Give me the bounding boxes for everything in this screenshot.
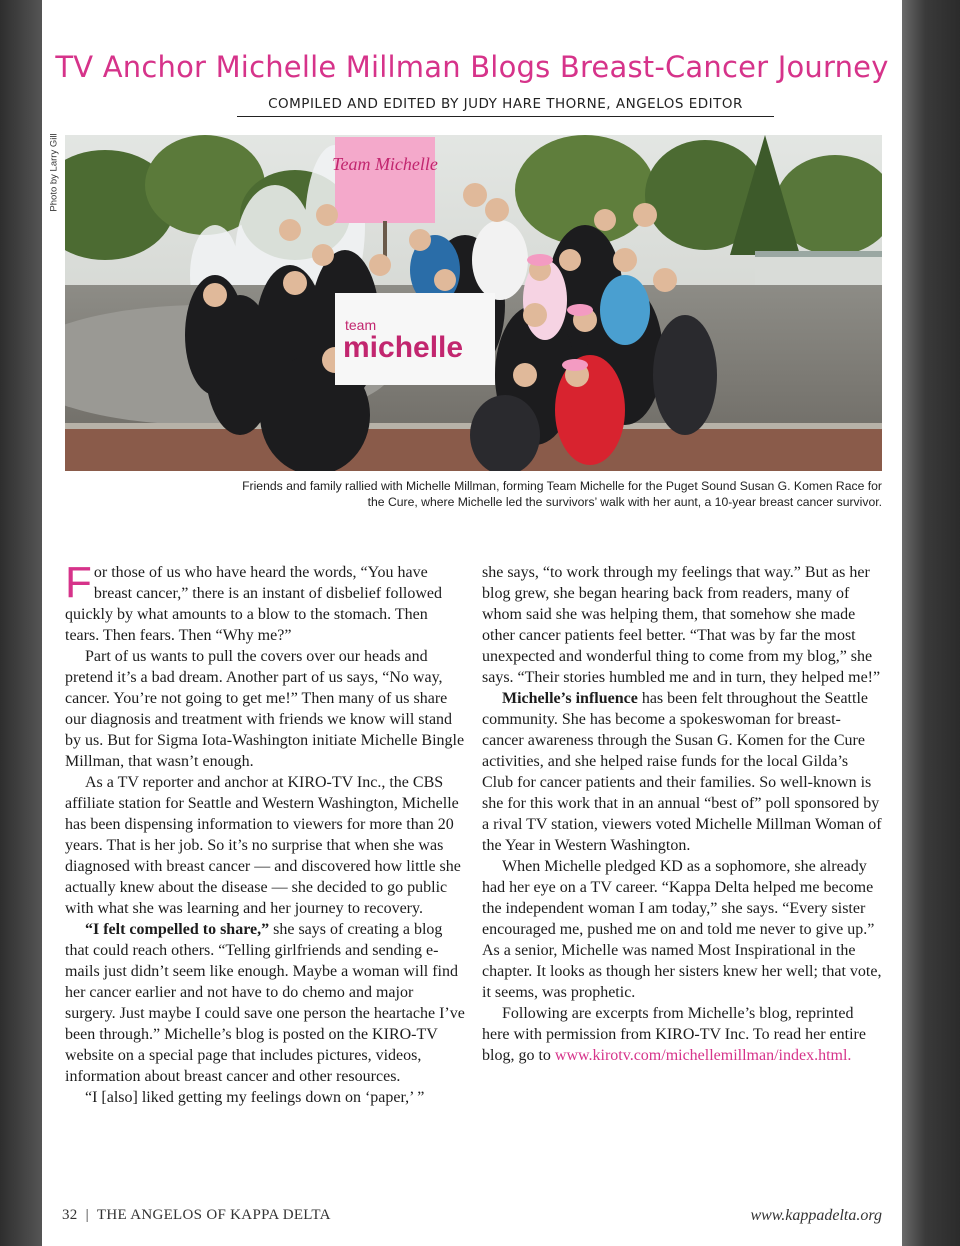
- blog-link[interactable]: www.kirotv.com/michellemillman/index.html.: [554, 1047, 852, 1064]
- body-paragraph: “I felt compelled to share,” she says of creating a blog that could reach others. “Telling girlfriends and sending e-mails just didn’t seem like enough. Maybe a woman will find her cancer earlier and not have to do chemo and major surgery. Just maybe I could save one person the heartache I’ve been through.” Michelle’s blog is posted on the KIRO-TV website on a special page that includes pictures, videos, information about breast cancer and other resources.: [65, 921, 465, 1085]
- article-column-left: [65, 558, 465, 1108]
- drop-cap: F: [65, 558, 92, 607]
- body-paragraph: When Michelle pledged KD as a sophomore, she already had her eye on a TV career. “Kappa Delta helped me become the independent woman I am today,” she says. “Every sister encouraged me, pushed me on and told me never to give up.” As a senior, Michelle was named Most Inspirational in the chapter. It looks as though her sisters knew her well; that vote, it seems, was prophetic.: [482, 858, 882, 1001]
- footer-separator: |: [85, 1207, 89, 1223]
- page-footer-left: [62, 1207, 331, 1224]
- photo-banner-small: team: [345, 317, 377, 333]
- magazine-page: [42, 0, 902, 1246]
- article-byline: COMPILED AND EDITED BY JUDY HARE THORNE, ANGELOS EDITOR: [237, 96, 774, 117]
- website-link[interactable]: www.kappadelta.org: [750, 1207, 882, 1224]
- team-photo: [65, 135, 882, 471]
- body-paragraph: As a TV reporter and anchor at KIRO-TV Inc., the CBS affiliate station for Seattle and Western Washington, Michelle has been dispensing information to viewers for more than 20 years. That is her job. So it’s no surprise that when she was diagnosed with breast cancer — and discovered how little she actually knew about the disease — she decided to go public with what she was learning and her journey to recovery.: [65, 774, 461, 917]
- lead-in-bold: Michelle’s influence: [502, 690, 638, 707]
- article-title: TV Anchor Michelle Millman Blogs Breast-Cancer Journey: [55, 50, 889, 84]
- body-paragraph: Following are excerpts from Michelle’s blog, reprinted here with permission from KIRO-TV Inc. To read her entire blog, go to www.kirotv.com/michellemillman/index.html.: [482, 1005, 866, 1064]
- team-photo-illustration: [65, 135, 882, 471]
- body-paragraph: Michelle’s influence has been felt throughout the Seattle community. She has become a spokeswoman for breast-cancer awareness through the Susan G. Komen for the Cure activities, and she helped raise funds for the local Gilda’s Club for cancer patients and their families. So well-known is she for this work that in an annual “best of” poll sponsored by a rival TV station, viewers voted Michelle Millman Woman of the Year in Western Washington.: [482, 690, 882, 854]
- photo-banner-big: michelle: [343, 331, 464, 364]
- page-number: 32: [62, 1207, 78, 1223]
- body-paragraph: she says, “to work through my feelings that way.” But as her blog grew, she began hearing back from readers, many of whom said she was helping them, that somehow she made other cancer patients feel better. “That was by far the most unexpected and wonderful thing to come from my blog,” she says. “Their stories humbled me and in turn, they helped me!”: [482, 564, 881, 686]
- body-paragraph: “I [also] liked getting my feelings down on ‘paper,’ ”: [85, 1089, 425, 1106]
- publication-name: THE ANGELOS OF KAPPA DELTA: [96, 1207, 331, 1223]
- body-paragraph: Part of us wants to pull the covers over our heads and pretend it’s a bad dream. Another part of us says, “No way, cancer. You’re not going to get me!” Then many of us share our diagnosis and treatment with friends we know will stand by us. But for Sigma Iota-Washington initiate Michelle Bingle Millman, that wasn’t enough.: [65, 648, 465, 770]
- left-page-edge: [0, 0, 42, 1246]
- photo-sign-text: Team Michelle: [332, 154, 438, 174]
- photo-caption: Friends and family rallied with Michelle Millman, forming Team Michelle for the Puget Sound Susan G. Komen Race for the Cure, where Michelle led the survivors’ walk with her aunt, a 10-year breast cancer survivor.: [242, 479, 882, 509]
- lead-in-bold: “I felt compelled to share,”: [85, 921, 270, 938]
- photo-credit: Photo by Larry Gill: [48, 133, 60, 212]
- right-page-edge: [902, 0, 960, 1246]
- article-column-right: [482, 562, 882, 1066]
- body-paragraph: For those of us who have heard the words, “You have breast cancer,” there is an instant of disbelief followed quickly by what amounts to a blow to the stomach. Then tears. Then fears. Then “Why me?”: [65, 558, 442, 644]
